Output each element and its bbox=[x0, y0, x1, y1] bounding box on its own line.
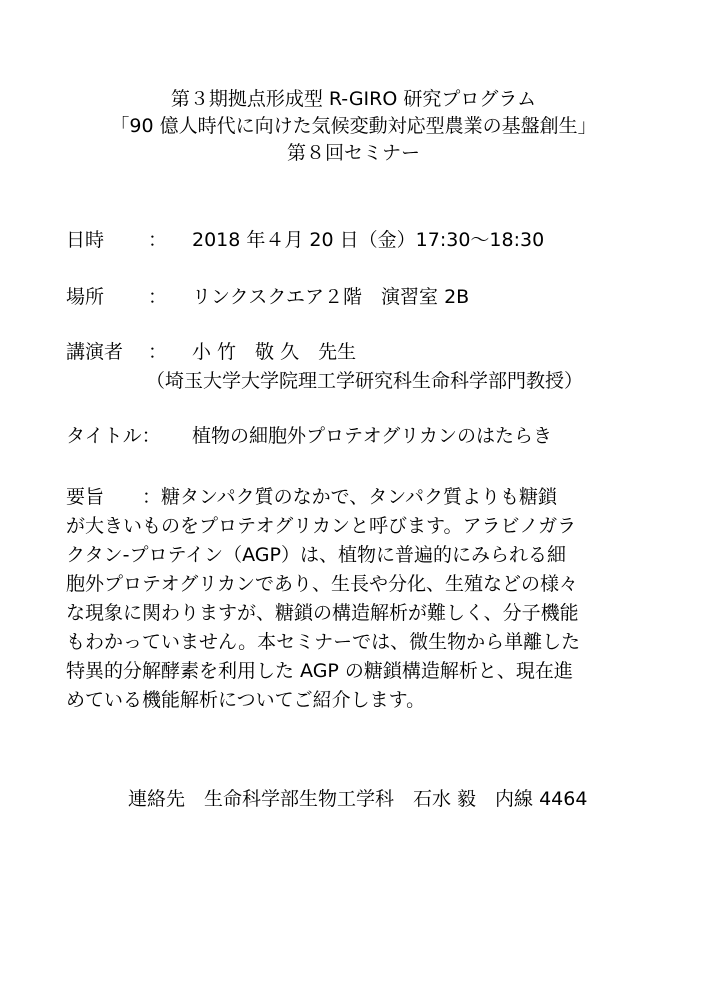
summary-line: 特異的分解酵素を利用した AGP の糖鎖構造解析と、現在進 bbox=[66, 660, 573, 682]
seminar-number: 第８回セミナー bbox=[286, 142, 420, 164]
speaker-colon: ： bbox=[148, 341, 168, 363]
place-label: 場所 bbox=[66, 286, 105, 308]
summary-line: が大きいものをプロテオグリカンと呼びます。アラビノガラ bbox=[66, 515, 577, 537]
place-colon: ： bbox=[148, 286, 168, 308]
contact-info: 連絡先 生命科学部生物工学科 石水 毅 内線 4464 bbox=[128, 788, 588, 810]
program-theme: 「90 億人時代に向けた気候変動対応型農業の基盤創生」 bbox=[110, 115, 597, 137]
place-row bbox=[66, 284, 469, 310]
notice-header bbox=[0, 86, 707, 167]
title-row bbox=[66, 423, 552, 449]
datetime-colon: ： bbox=[148, 229, 168, 251]
speaker-label: 講演者 bbox=[66, 341, 124, 363]
title-label: タイトル： bbox=[66, 425, 161, 447]
summary-line: めている機能解析についてご紹介します。 bbox=[66, 689, 426, 711]
speaker-row bbox=[66, 339, 356, 365]
speaker-affiliation: （埼玉大学大学院理工学研究科生命科学部門教授） bbox=[146, 370, 584, 392]
datetime-value: 2018 年４月 20 日（金）17:30～18:30 bbox=[192, 229, 545, 251]
summary-line: な現象に関わりますが、糖鎖の構造解析が難しく、分子機能 bbox=[66, 602, 579, 624]
program-name: 第３期拠点形成型 R-GIRO 研究プログラム bbox=[170, 88, 537, 110]
summary-line: 要旨 ：糖タンパク質のなかで、タンパク質よりも糖鎖 bbox=[66, 486, 557, 508]
summary-line: もわかっていません。本セミナーでは、微生物から単離した bbox=[66, 631, 581, 653]
talk-title: 植物の細胞外プロテオグリカンのはたらき bbox=[192, 425, 553, 447]
summary-line: 胞外プロテオグリカンであり、生長や分化、生殖などの様々 bbox=[66, 573, 579, 595]
place-value: リンクスクエア２階 演習室 2B bbox=[192, 286, 470, 308]
datetime-label: 日時 bbox=[66, 229, 105, 251]
summary-block bbox=[66, 483, 646, 715]
speaker-name: 小 竹 敬 久 先生 bbox=[192, 341, 357, 363]
summary-line: クタン-プロテイン（AGP）は、植物に普遍的にみられる細 bbox=[66, 544, 566, 566]
datetime-row bbox=[66, 227, 544, 253]
